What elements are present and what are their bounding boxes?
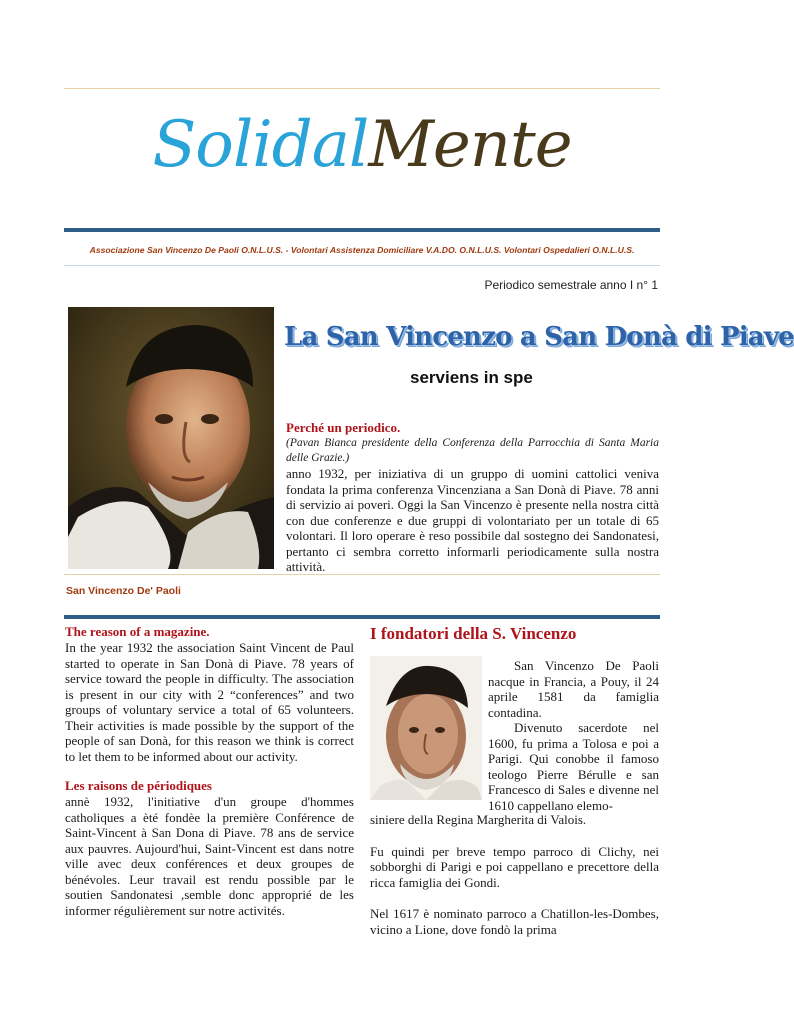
issue-info: Periodico semestrale anno I n° 1 <box>484 278 658 292</box>
french-heading: Les raisons de périodiques <box>65 778 212 793</box>
masthead <box>0 108 724 188</box>
english-heading: The reason of a magazine. <box>65 624 210 639</box>
fondatori-p3: Fu quindi per breve tempo parroco di Clichy, nei sobborghi di Parigi e poi cappellano e precettore della ricca famiglia dei Gondi. <box>370 843 659 890</box>
fondatori-p2-cont: siniere della Regina Margherita di Valois. <box>370 812 587 827</box>
fondatori-continued <box>370 812 659 937</box>
fondatori-wrap-text <box>488 658 659 813</box>
fondatori-heading: I fondatori della S. Vincenzo <box>370 624 577 643</box>
top-rule <box>64 88 660 89</box>
portrait-image-small <box>370 656 482 800</box>
perche-heading: Perché un periodico. <box>286 420 401 435</box>
section-rule <box>64 615 660 619</box>
perche-body: anno 1932, per iniziativa di un gruppo di uomini cattolici veniva fondata la prima conferenza Vincenziana a San Donà di Piave. 78 anni di servizio ai poveri. Oggi la San Vincenzo è presente nella nostra città con due conferenze e due gruppi di volontariato per un totale di 65 volontari. Il loro operare è reso possibile dal sostegno dei Sandonatesi, pertanto ci sembra corretto informarli periodicamente sulla nostra attività. <box>286 466 659 574</box>
masthead-rule <box>64 228 660 232</box>
fondatori-p2: Divenuto sacerdote nel 1600, fu prima a Tolosa e poi a Parigi. Qui conobbe il famoso teologo Pierre Bérulle e san Francesco di Sales e divenne nel 1610 cappellano elemo- <box>488 720 659 813</box>
fondatori-p4: Nel 1617 è nominato parroco a Chatillon-les-Dombes, vicino a Lione, dove fondò la prima <box>370 906 659 937</box>
masthead-part2: Mente <box>368 108 572 182</box>
french-body: annè 1932, l'initiative d'un groupe d'hommes catholiques a èté fondèe la première Conférence de Saint-Vincent à San Dona di Piave. 78 ans de service aux pauvres. Aujourd'hui, Saint-Vincent est dans notre ville avec deux conférences et deux groupes de bénévoles. Leur travail est rendu possible par le soutien Sandonatesi ,semble donc approprié de les informer régulièrement sur notre activités. <box>65 794 354 918</box>
english-body: In the year 1932 the association Saint Vincent de Paul started to operate in San Donà di Piave. 78 years of service toward the people in difficulty. The association is present in our city with 2 “conferences” and two groups of voluntary service a total of 65 volunteers. Their activities is made possible by the support of the people of san Donà, for this reason we think is correct to let them to be informed about our activity. <box>65 640 354 764</box>
fondatori-p1: San Vincenzo De Paoli nacque in Francia, a Pouy, il 24 aprile 1581 da famiglia contadina. <box>488 658 659 720</box>
mid-rule <box>64 574 660 575</box>
portrait-image-large <box>68 307 274 569</box>
perche-byline: (Pavan Bianca presidente della Conferenza della Parrocchia di Santa Maria delle Grazie.) <box>286 437 659 464</box>
perche-section <box>286 420 659 575</box>
assoc-rule <box>64 265 660 266</box>
banner-title: La San Vincenzo a San Donà di Piave <box>284 322 794 352</box>
masthead-part1: Solidal <box>152 108 369 182</box>
photo-caption: San Vincenzo De' Paoli <box>66 585 181 597</box>
association-line: Associazione San Vincenzo De Paoli O.N.L.U.S. - Volontari Assistenza Domiciliare V.A.DO. O.N.L.U.S. Volontari Ospedalieri O.N.L.U.S. <box>89 245 635 255</box>
motto: serviens in spe <box>410 368 533 387</box>
left-column <box>65 624 354 918</box>
